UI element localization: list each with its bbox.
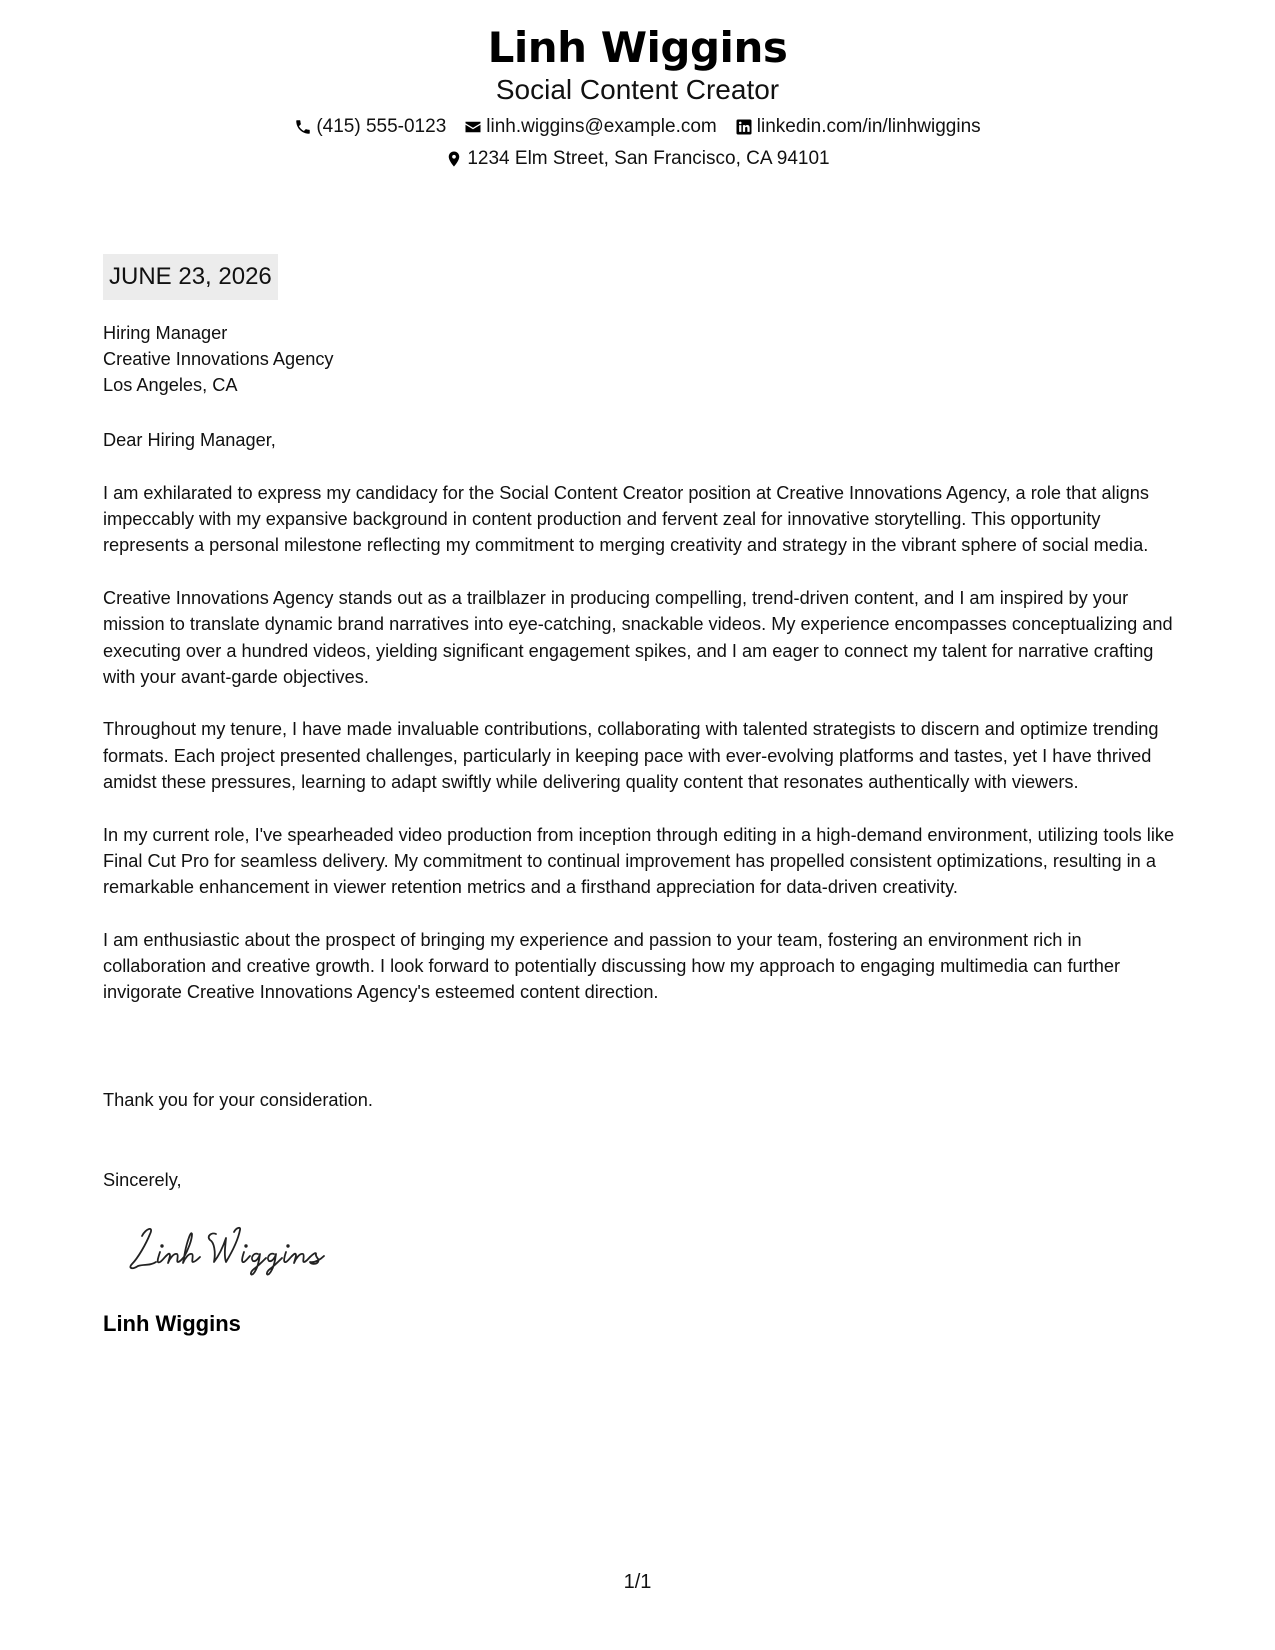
recipient-line: Los Angeles, CA [103,375,238,396]
address-text: 1234 Elm Street, San Francisco, CA 94101 [467,148,830,169]
letter-body [103,480,1178,1032]
contact-address [445,147,829,171]
salutation: Dear Hiring Manager, [103,430,276,450]
signer-name: Linh Wiggins [103,1311,241,1336]
phone-text: (415) 555-0123 [316,116,447,137]
linkedin-text: linkedin.com/in/linhwiggins [756,116,981,137]
letter-header [0,22,1275,171]
handwritten-signature [120,1218,350,1278]
body-paragraph: I am enthusiastic about the prospect of bringing my experience and passion to your team, fostering an environment rich in collaboration and creative growth. I look forward to potentially discussing how my approach to engaging multimedia can further invigorate Creative Innovations Agency's esteemed content direction. [103,929,1121,1003]
body-paragraph: I am exhilarated to express my candidacy for the Social Content Creator position at Creative Innovations Agency, a role that aligns impeccably with my expansive background in content production and fervent zeal for innovative storytelling. This opportunity represents a personal milestone reflecting my commitment to merging creativity and strategy in the vibrant sphere of social media. [103,483,1150,556]
linkedin-icon [735,118,753,136]
body-paragraph: In my current role, I've spearheaded video production from inception through editing in a high-demand environment, utilizing tools like Final Cut Pro for seamless delivery. My commitment to continual improvement has propelled consistent optimizations, resulting in a remarkable enhancement in viewer retention metrics and a firsthand appreciation for data-driven creativity. [103,824,1175,897]
address-row [0,147,1275,171]
contact-phone [294,115,446,139]
recipient-line: Creative Innovations Agency [103,349,334,370]
recipient-line: Hiring Manager [103,323,228,343]
body-paragraph: Throughout my tenure, I have made invaluable contributions, collaborating with talented strategists to discern and optimize trending formats. Each project presented challenges, particularly in keeping pace with ever-evolving platforms and tastes, yet I have thrived amidst these pressures, learning to adapt swiftly while delivering quality content that resonates authentically with viewers. [103,719,1159,792]
contact-row [0,115,1275,139]
contact-email [464,115,717,139]
map-pin-icon [445,150,463,168]
envelope-icon [464,118,482,136]
applicant-name: Linh Wiggins [487,23,788,72]
applicant-title: Social Content Creator [495,74,780,105]
email-text: linh.wiggins@example.com [486,116,717,137]
thanks-line: Thank you for your consideration. [103,1090,373,1110]
recipient-block [103,320,1178,399]
phone-icon [294,118,312,136]
letter-date: JUNE 23, 2026 [103,254,278,300]
body-paragraph: Creative Innovations Agency stands out as a trailblazer in producing compelling, trend-driven content, and I am inspired by your mission to translate dynamic brand narratives into eye-catching, snackable videos. My experience encompasses conceptualizing and executing over a hundred videos, yielding significant engagement spikes, and I am eager to connect my talent for narrative crafting with your avant-garde objectives. [103,588,1173,687]
closing-line: Sincerely, [103,1170,182,1190]
page-number: 1/1 [623,1571,652,1593]
contact-linkedin [735,115,981,139]
